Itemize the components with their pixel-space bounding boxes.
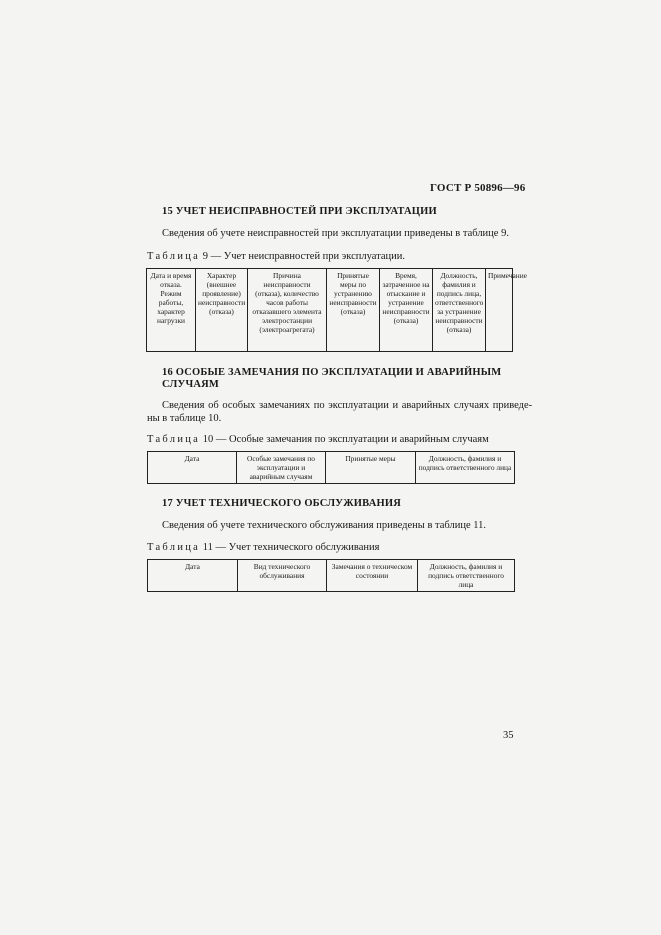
table-9-col-date: Дата и время отказа. Режим работы, характер нагрузки — [147, 269, 196, 352]
table-9-col-measures: Принятые меры по устранению неисправности (отказа) — [327, 269, 380, 352]
section-17-text: Сведения об учете технического обслуживания приведены в таблице 11. — [162, 520, 486, 531]
table-10-caption-text: 10 — Особые замечания по эксплуатации и аварийным случаям — [200, 434, 489, 445]
table-9-col-nature: Характер (внешнее проявление) неисправности (отказа) — [196, 269, 248, 352]
table-10-col-measures: Принятые меры — [326, 452, 416, 484]
table-9-caption-text: 9 — Учет неисправностей при эксплуатации. — [200, 251, 406, 262]
table-9-col-note: Примечание — [486, 269, 513, 352]
table-9-col-time: Время, затраченное на отыскание и устранение неисправности (отказа) — [380, 269, 433, 352]
table-11-col-date: Дата — [148, 560, 238, 592]
table-9-header-row — [147, 269, 513, 352]
table-10-col-remarks: Особые замечания по эксплуатации и аварийным случаям — [237, 452, 326, 484]
table-11-caption — [147, 542, 379, 553]
table-11 — [147, 559, 515, 592]
table-10-col-responsible: Должность, фамилия и подпись ответственного лица — [416, 452, 515, 484]
table-11-caption-text: 11 — Учет технического обслуживания — [200, 542, 380, 553]
table-10-col-date: Дата — [148, 452, 237, 484]
table-11-col-service-type: Вид технического обслуживания — [238, 560, 327, 592]
section-16-title-line1: 16 ОСОБЫЕ ЗАМЕЧАНИЯ ПО ЭКСПЛУАТАЦИИ И АВАРИЙНЫМ — [162, 367, 502, 378]
section-16-text-line1: Сведения об особых замечаниях по эксплуатации и аварийных случаях приведе- — [162, 400, 533, 411]
section-17-title: 17 УЧЕТ ТЕХНИЧЕСКОГО ОБСЛУЖИВАНИЯ — [162, 498, 401, 509]
table-9-col-cause: Причина неисправности (отказа), количество часов работы отказавшего элемента электростанции (электроагрегата) — [248, 269, 327, 352]
section-16-text-line2: ны в таблице 10. — [147, 413, 222, 424]
table-10-caption-word: Таблица — [147, 434, 201, 445]
table-11-col-responsible: Должность, фамилия и подпись ответственного лица — [418, 560, 515, 592]
section-15-title: 15 УЧЕТ НЕИСПРАВНОСТЕЙ ПРИ ЭКСПЛУАТАЦИИ — [162, 206, 437, 217]
table-11-header-row — [148, 560, 515, 592]
table-10 — [147, 451, 515, 484]
table-10-caption — [147, 434, 489, 445]
table-9-caption — [147, 251, 405, 262]
document-id: ГОСТ Р 50896—96 — [430, 182, 526, 194]
section-15-text: Сведения об учете неисправностей при эксплуатации приведены в таблице 9. — [162, 228, 509, 239]
table-9-col-responsible: Должность, фамилия и подпись лица, ответственного за устранение неисправности (отказа) — [433, 269, 486, 352]
table-10-header-row — [148, 452, 515, 484]
table-11-caption-word: Таблица — [147, 542, 201, 553]
table-9-caption-word: Таблица — [147, 251, 201, 262]
section-16-title-line2: СЛУЧАЯМ — [162, 379, 220, 390]
table-9 — [146, 268, 527, 352]
page-number: 35 — [503, 730, 514, 741]
table-11-col-condition: Замечания о техническом состоянии — [327, 560, 418, 592]
